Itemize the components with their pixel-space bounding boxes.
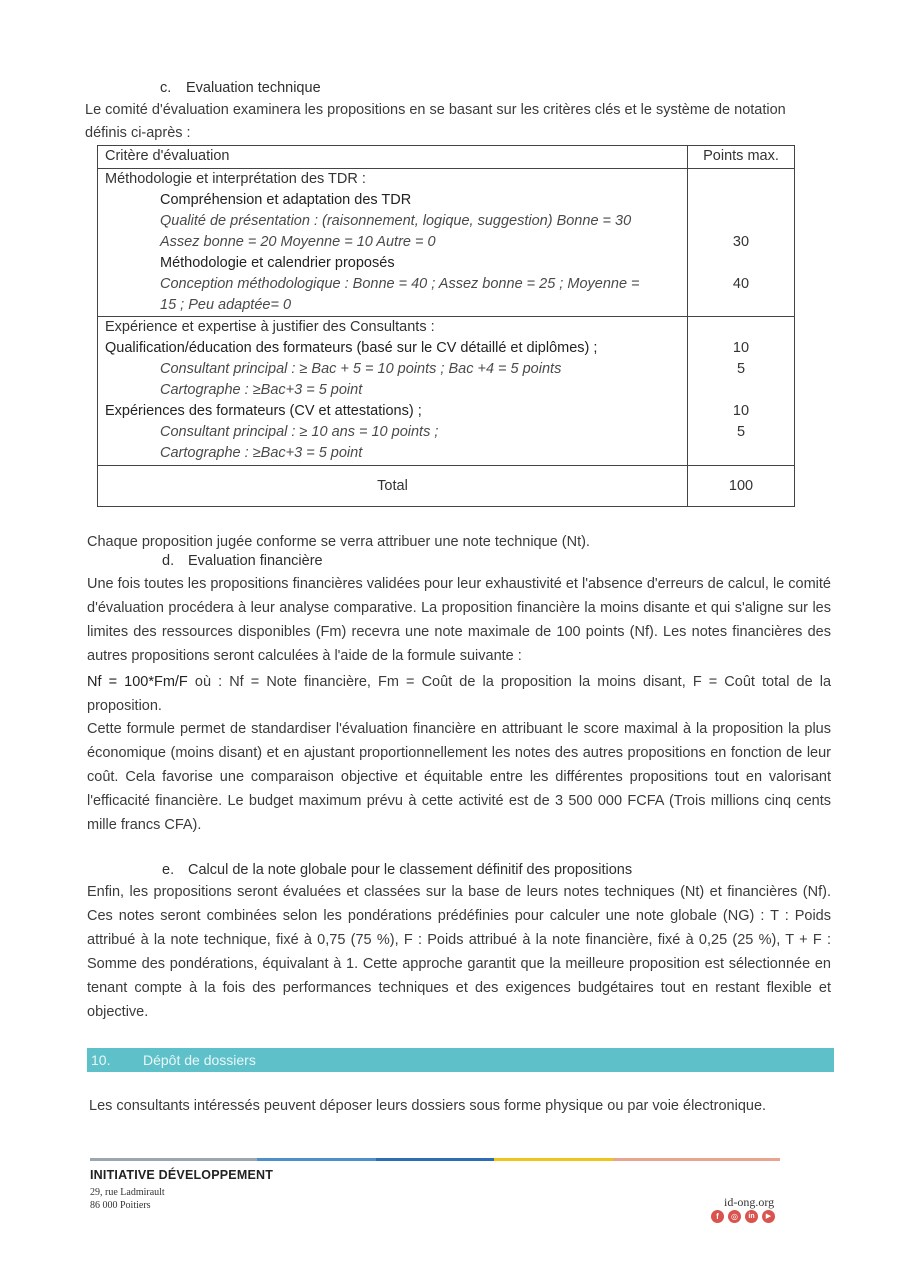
methodology-title: Méthodologie et interprétation des TDR : [105, 171, 366, 187]
experience-title: Expérience et expertise à justifier des Consultants : [105, 319, 435, 335]
section-10-bar [87, 1048, 834, 1072]
qualification-cartographer-points: 5 [736, 361, 746, 377]
experiences-title: Expériences des formateurs (CV et attestations) ; [105, 403, 422, 419]
criteria-table [97, 145, 795, 507]
section-e-title: Calcul de la note globale pour le classement définitif des propositions [188, 862, 633, 878]
table-header-row [98, 146, 795, 169]
comprehension-desc-l2: Assez bonne = 20 Moyenne = 10 Autre = 0 [160, 234, 436, 250]
footer-line-1 [90, 1158, 257, 1161]
formula-label: Nf = 100*Fm/F [87, 674, 188, 690]
header-criteria: Critère d'évaluation [105, 148, 230, 164]
section-c-letter: c. [160, 80, 172, 96]
footer-address-2: 86 000 Poitiers [90, 1200, 151, 1211]
section-e-paragraph: Enfin, les propositions seront évaluées et classées sur la base de leurs notes techniques (Nt) et financières (Nf). Ces notes seront combinées selon les pondérations prédéfinies pour calculer une note globale (NG) : T : Poids attribué à la note technique, fixé à 0,75 (75 %), F : Poids attribué à la note financière, fixé à 0,25 (25 %), T + F : Somme des pondérations, équivalant à 1. Cette approche garantit que la meilleure proposition est sélectionnée en tenant compte à la fois des performances techniques et des exigences budgétaires tout en restant flexible et objective. [87, 884, 831, 1020]
qualification-principal-points: 10 [732, 340, 750, 356]
section-c-title: Evaluation technique [186, 80, 321, 96]
comprehension-title: Compréhension et adaptation des TDR [160, 192, 412, 208]
section-c-heading [160, 80, 321, 96]
experience-cartographer-points: 5 [736, 424, 746, 440]
experience-principal-points: 10 [732, 403, 750, 419]
footer-line-4 [494, 1158, 613, 1161]
qualification-cartographer: Cartographe : ≥Bac+3 = 5 point [160, 382, 363, 398]
section-d-formula [87, 670, 831, 718]
section-10-paragraph: Les consultants intéressés peuvent déposer leurs dossiers sous forme physique ou par voie électronique. [89, 1098, 767, 1114]
total-label: Total [377, 478, 408, 494]
instagram-icon[interactable]: ◎ [728, 1210, 741, 1223]
section-c-intro-line2: définis ci-après : [85, 125, 191, 141]
footer-address-1: 29, rue Ladmirault [90, 1187, 165, 1198]
methodology-plan-desc-l2: 15 ; Peu adaptée= 0 [160, 297, 292, 313]
nt-sentence: Chaque proposition jugée conforme se verra attribuer une note technique (Nt). [87, 534, 590, 550]
methodology-plan-points: 40 [732, 276, 750, 292]
section-d-title: Evaluation financière [188, 553, 323, 569]
footer-website[interactable]: id-ong.org [724, 1195, 775, 1209]
youtube-icon[interactable]: ▶ [762, 1210, 775, 1223]
footer-social [711, 1210, 775, 1223]
linkedin-icon[interactable]: in [745, 1210, 758, 1223]
section-e-letter: e. [162, 862, 175, 878]
qualification-principal: Consultant principal : ≥ Bac + 5 = 10 points ; Bac +4 = 5 points [160, 361, 562, 377]
experience-cartographer: Cartographe : ≥Bac+3 = 5 point [160, 445, 363, 461]
section-e-heading [162, 862, 632, 878]
experience-principal: Consultant principal : ≥ 10 ans = 10 points ; [160, 424, 439, 440]
section-d-paragraph-2: Cette formule permet de standardiser l'évaluation financière en attribuant le score maximal à la proposition la plus économique (moins disant) et en ajustant proportionnellement les notes des autres propositions en fonction de leur coût. Cela favorise une comparaison objective et équitable entre les différentes propositions tout en valorisant l'efficacité financière. Le budget maximum prévu à cette activité est de 3 500 000 FCFA (Trois millions cinq cents mille francs CFA). [87, 721, 831, 833]
methodology-plan-desc-l1: Conception méthodologique : Bonne = 40 ; Assez bonne = 25 ; Moyenne = [160, 276, 640, 292]
section-d-paragraph-1: Une fois toutes les propositions financières validées pour leur exhaustivité et l'absence d'erreurs de calcul, le comité d'évaluation procédera à leur analyse comparative. La proposition financière la moins disante et qui s'aligne sur les limites des ressources disponibles (Fm) recevra une note maximale de 100 points (Nf). Les notes financières des autres propositions seront calculées à l'aide de la formule suivante : [87, 576, 831, 664]
footer-org: INITIATIVE DÉVELOPPEMENT [90, 1168, 274, 1182]
footer-line-2 [257, 1158, 376, 1161]
table-row-experience [98, 317, 795, 466]
header-points: Points max. [703, 148, 779, 164]
formula-rest: où : Nf = Note financière, Fm = Coût de la proposition la moins disant, F = Coût total de la proposition. [87, 674, 832, 714]
section-d-heading [162, 553, 323, 569]
section-d-letter: d. [162, 553, 175, 569]
facebook-icon[interactable]: f [711, 1210, 724, 1223]
qualification-title: Qualification/éducation des formateurs (basé sur le CV détaillé et diplômes) ; [105, 340, 598, 356]
total-points: 100 [728, 478, 754, 494]
table-row-total [98, 466, 795, 507]
comprehension-desc-l1: Qualité de présentation : (raisonnement, logique, suggestion) Bonne = 30 [160, 213, 632, 229]
comprehension-points: 30 [732, 234, 750, 250]
section-10-title: Dépôt de dossiers [143, 1052, 256, 1068]
footer-line-5 [613, 1158, 780, 1161]
footer-line-3 [376, 1158, 495, 1161]
methodology-plan-title: Méthodologie et calendrier proposés [160, 255, 395, 271]
table-row-methodology [98, 169, 795, 317]
section-10-number: 10. [91, 1052, 111, 1068]
section-c-intro-line1: Le comité d'évaluation examinera les propositions en se basant sur les critères clés et le système de notation [85, 102, 786, 118]
footer-color-lines [90, 1158, 780, 1161]
